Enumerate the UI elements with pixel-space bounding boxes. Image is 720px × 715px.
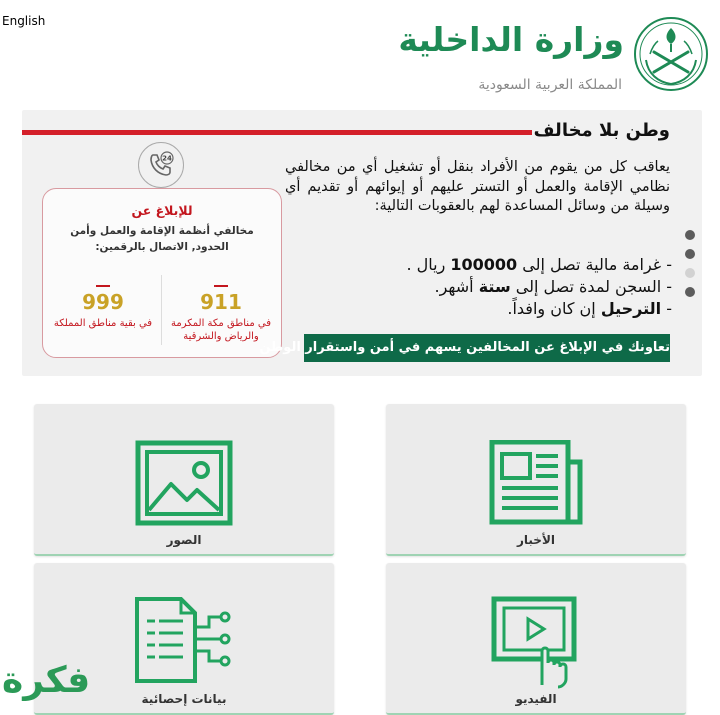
photos-tile[interactable] bbox=[34, 404, 334, 556]
penalty-item: - السجن لمدة تصل إلى ستة أشهر. bbox=[434, 277, 672, 296]
report-divider bbox=[161, 275, 162, 345]
hotline-dash bbox=[96, 285, 110, 287]
video-touch-icon bbox=[488, 593, 584, 689]
tile-label: الصور bbox=[166, 533, 202, 547]
violators-banner bbox=[22, 110, 702, 376]
banner-title: وطن بلا مخالف bbox=[533, 120, 670, 141]
hotline-desc: في بقية مناطق المملكة bbox=[53, 318, 153, 329]
penalty-item: - الترحيل إن كان وافداً. bbox=[507, 299, 672, 318]
kingdom-name: المملكة العربية السعودية bbox=[478, 77, 622, 93]
report-box bbox=[42, 188, 282, 358]
watermark bbox=[0, 652, 150, 712]
phone-24-icon bbox=[138, 142, 184, 188]
penalties-list bbox=[372, 254, 672, 320]
slider-dots bbox=[685, 230, 697, 306]
tile-label: الفيديو bbox=[515, 692, 557, 706]
slider-dot[interactable] bbox=[685, 249, 695, 259]
ministry-name: وزارة الداخلية bbox=[398, 20, 624, 59]
report-title: للإبلاغ عن bbox=[131, 203, 193, 218]
report-subtitle: مخالفي أنظمة الإقامة والعمل وأمن الحدود, الاتصال بالرقمين: bbox=[70, 225, 254, 253]
hotline-dash bbox=[214, 285, 228, 287]
slider-dot[interactable] bbox=[685, 287, 695, 297]
news-tile[interactable] bbox=[386, 404, 686, 556]
slider-dot-active[interactable] bbox=[685, 268, 695, 278]
penalties-paragraph: يعاقب كل من يقوم من الأفراد بنقل أو تشغيل أي من مخالفي نظامي الإقامة والعمل أو التستر عليهم أو إيوائهم أو تقديم أي وسيلة من وسائل المساعدة لهم بالعقوبات التالية: bbox=[285, 159, 670, 214]
hotline-999[interactable] bbox=[49, 285, 157, 330]
tile-label: الأخبار bbox=[516, 533, 555, 547]
hotline-desc: في مناطق مكة المكرمة والرياض والشرقية bbox=[171, 318, 271, 342]
newspaper-icon bbox=[488, 440, 584, 526]
ministry-brand[interactable] bbox=[398, 14, 710, 94]
cooperation-banner: تعاونك في الإبلاغ عن المخالفين يسهم في أمن واستقرار الوطن bbox=[304, 334, 670, 362]
image-icon bbox=[135, 440, 233, 526]
watermark-text: فكرة bbox=[2, 660, 91, 701]
hotline-number: 999 bbox=[82, 290, 124, 314]
hotline-number: 911 bbox=[200, 290, 242, 314]
banner-red-line bbox=[22, 130, 532, 135]
tile-label: بيانات إحصائية bbox=[141, 692, 227, 706]
video-tile[interactable] bbox=[386, 563, 686, 715]
saudi-emblem-icon bbox=[632, 14, 710, 94]
slider-dot[interactable] bbox=[685, 230, 695, 240]
penalty-item: - غرامة مالية تصل إلى 100000 ريال . bbox=[406, 255, 672, 274]
english-language-link[interactable]: English bbox=[2, 14, 46, 28]
phone-badge-label: 24 bbox=[162, 154, 172, 163]
